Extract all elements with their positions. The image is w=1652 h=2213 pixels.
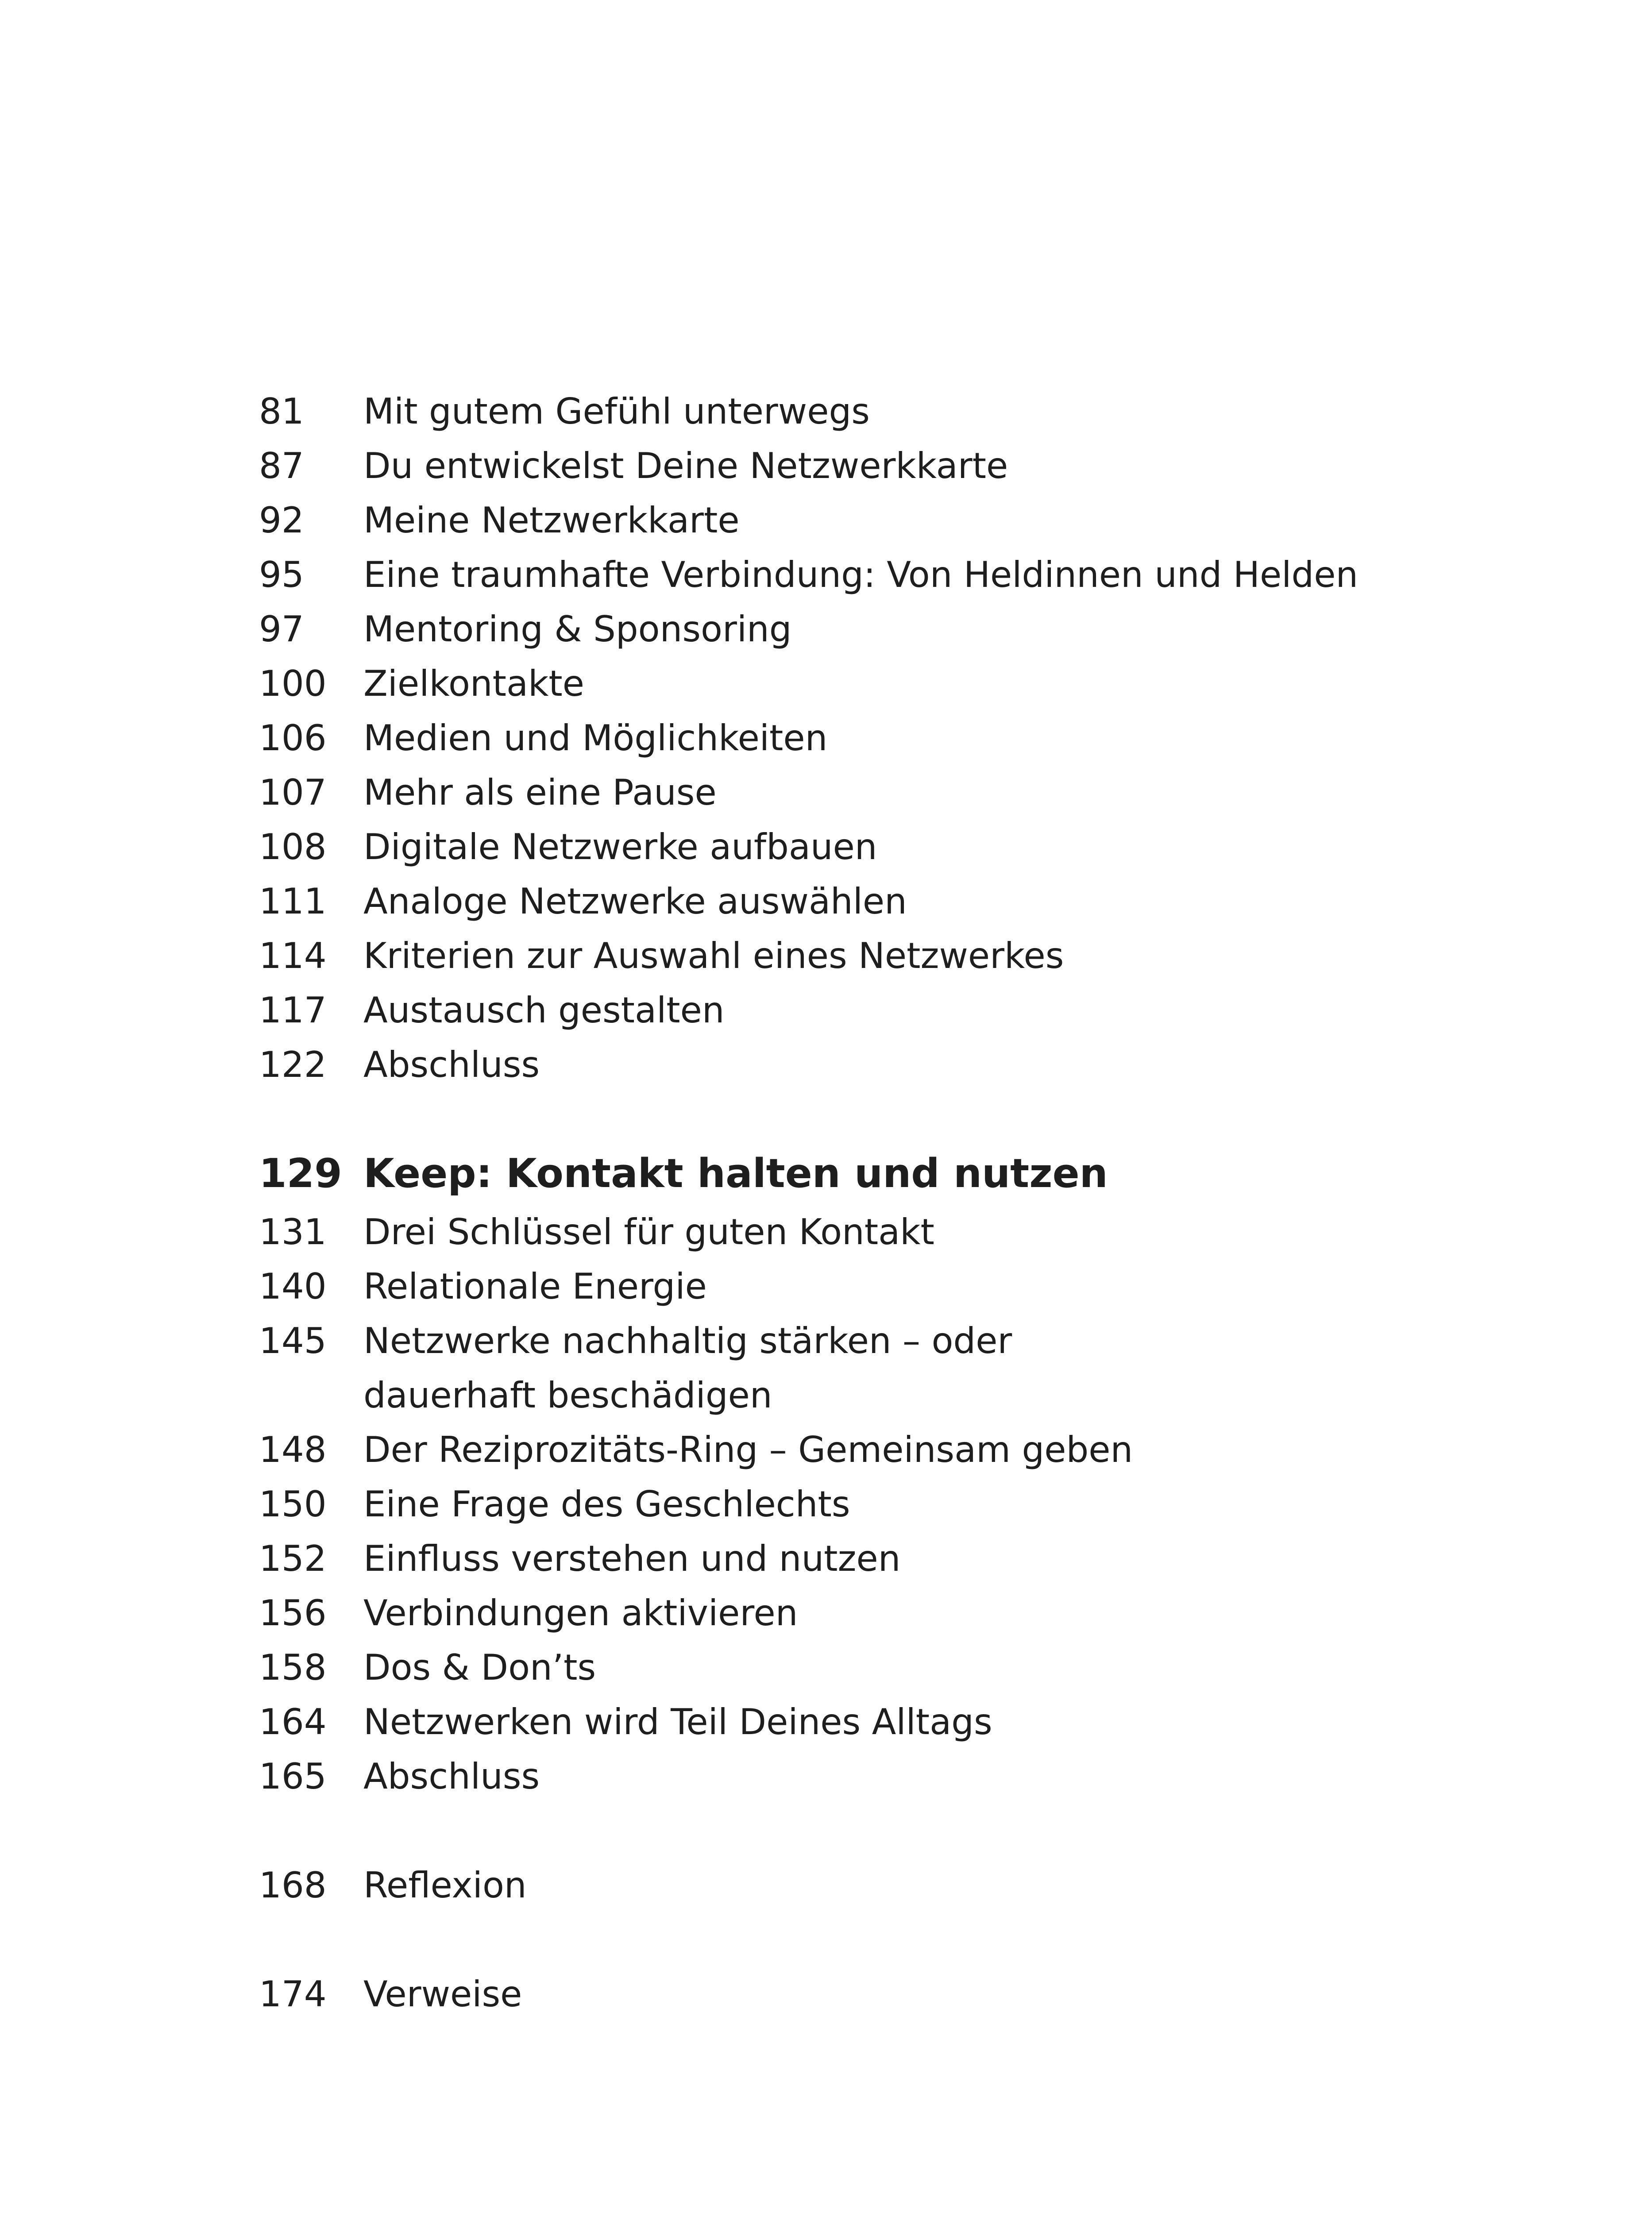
toc-entry-title: Analoge Netzwerke auswählen [363, 881, 907, 922]
toc-page-number: 108 [259, 826, 327, 867]
toc-entry-reflexion [0, 1858, 1652, 1913]
toc-entry-title: Austausch gestalten [363, 990, 725, 1031]
toc-page-number: 107 [259, 772, 327, 813]
toc-entry [0, 1259, 1652, 1314]
toc-page-number: 156 [259, 1592, 327, 1634]
toc-entry-title: Eine traumhafte Verbindung: Von Heldinnen und Helden [363, 554, 1359, 595]
toc-entry-title: Du entwickelst Deine Netzwerkkarte [363, 445, 1008, 486]
toc-entry-title: Kriterien zur Auswahl eines Netzwerkes [363, 935, 1064, 976]
toc-page-number: 152 [259, 1538, 327, 1579]
toc-page-number: 140 [259, 1266, 327, 1307]
toc-page-number: 145 [259, 1320, 327, 1361]
toc-entry [0, 1423, 1652, 1477]
toc-page-number: 117 [259, 990, 327, 1031]
toc-entry [0, 547, 1652, 602]
toc-entry-title: Einfluss verstehen und nutzen [363, 1538, 901, 1579]
toc-entry [0, 1037, 1652, 1092]
toc-entry-title: Mit gutem Gefühl unterwegs [363, 391, 870, 432]
toc-entry [0, 1749, 1652, 1804]
toc-page-number: 131 [259, 1211, 327, 1253]
toc-entry-title: Der Reziprozitäts-Ring – Gemeinsam geben [363, 1429, 1133, 1470]
toc-entry-title: Abschluss [363, 1756, 540, 1797]
toc-entry-title: Meine Netzwerkkarte [363, 500, 740, 541]
toc-entry-title: Verbindungen aktivieren [363, 1592, 798, 1634]
toc-entry-title: Abschluss [363, 1044, 540, 1085]
toc-entry [0, 384, 1652, 439]
toc-page-number: 164 [259, 1701, 327, 1743]
toc-entry [0, 983, 1652, 1038]
toc-entry-title: Digitale Netzwerke aufbauen [363, 826, 877, 867]
toc-page-number: 106 [259, 717, 327, 759]
toc-entry-title: Netzwerken wird Teil Deines Alltags [363, 1701, 992, 1743]
toc-page-number: 87 [259, 445, 304, 486]
toc-entry-title: Mentoring & Sponsoring [363, 609, 792, 650]
toc-entry [0, 493, 1652, 548]
toc-page-number: 114 [259, 935, 327, 976]
toc-entry-title-continued: dauerhaft beschädigen [363, 1375, 772, 1416]
toc-entry [0, 1586, 1652, 1641]
toc-entry [0, 1477, 1652, 1532]
toc-entry [0, 439, 1652, 493]
toc-page-number: 150 [259, 1484, 327, 1525]
toc-page-number: 100 [259, 663, 327, 704]
toc-entry-title: Dos & Don’ts [363, 1647, 596, 1688]
toc-entry-verweise [0, 1967, 1652, 2022]
toc-entry [0, 1205, 1652, 1260]
toc-page-number: 168 [259, 1865, 327, 1906]
toc-section-title: Keep: Kontakt halten und nutzen [363, 1150, 1108, 1197]
toc-entry [0, 1531, 1652, 1586]
toc-entry-title: Relationale Energie [363, 1266, 707, 1307]
toc-page-number: 165 [259, 1756, 327, 1797]
toc-page-number: 81 [259, 391, 304, 432]
toc-entry-title: Eine Frage des Geschlechts [363, 1484, 850, 1525]
toc-entry-title: Drei Schlüssel für guten Kontakt [363, 1211, 934, 1253]
toc-entry [0, 656, 1652, 711]
toc-page-number: 174 [259, 1974, 327, 2015]
toc-entry [0, 602, 1652, 657]
toc-entry [0, 1640, 1652, 1695]
toc-section-heading [0, 1146, 1652, 1201]
toc-entry-title: Medien und Möglichkeiten [363, 717, 828, 759]
toc-entry-title: Mehr als eine Pause [363, 772, 717, 813]
toc-page-number: 122 [259, 1044, 327, 1085]
toc-entry [0, 874, 1652, 929]
toc-page-number: 158 [259, 1647, 327, 1688]
toc-section-page-number: 129 [259, 1150, 342, 1197]
toc-entry [0, 820, 1652, 875]
toc-entry [0, 929, 1652, 983]
toc-page-number: 97 [259, 609, 304, 650]
toc-page-number: 92 [259, 500, 304, 541]
toc-entry [0, 1314, 1652, 1369]
toc-entry-continuation [0, 1368, 1652, 1423]
toc-entry [0, 1695, 1652, 1750]
toc-page-number: 148 [259, 1429, 327, 1470]
toc-page-number: 111 [259, 881, 327, 922]
toc-entry-title: Zielkontakte [363, 663, 584, 704]
toc-entry-title: Verweise [363, 1974, 522, 2015]
toc-entry-title: Netzwerke nachhaltig stärken – oder [363, 1320, 1012, 1361]
toc-entry-title: Reflexion [363, 1865, 527, 1906]
toc-entry [0, 765, 1652, 820]
toc-entry [0, 711, 1652, 766]
toc-page-number: 95 [259, 554, 304, 595]
